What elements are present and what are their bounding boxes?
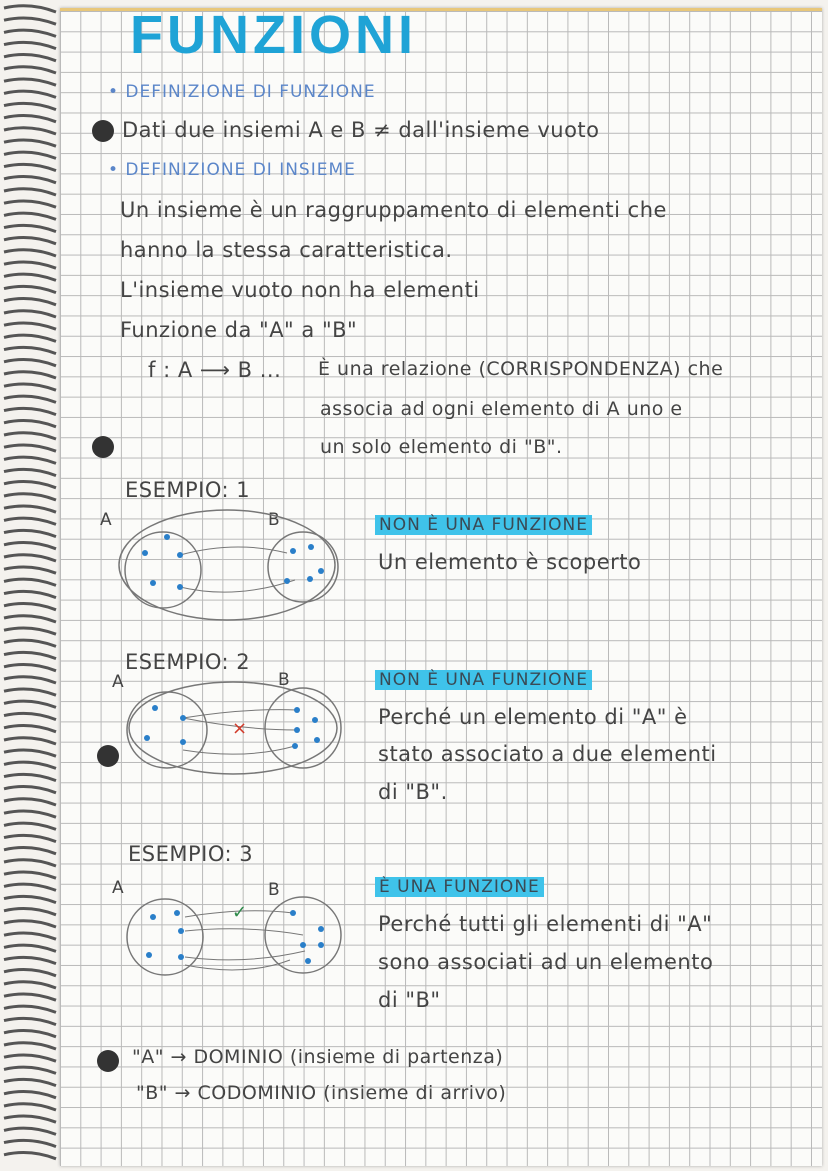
example-2-explanation-2: stato associato a due elementi [378,742,717,766]
spiral-ring [4,957,56,963]
text-set-def-1: Un insieme è un raggruppamento di elementi che [120,198,667,222]
spiral-ring [4,91,56,97]
spiral-ring [4,518,56,524]
spiral-ring [4,238,56,244]
spiral-ring [4,628,56,634]
spiral-ring [4,494,56,500]
text-codomain: "B" → CODOMINIO (insieme di arrivo) [136,1082,507,1104]
spiral-ring [4,994,56,1000]
spiral-ring [4,1055,56,1061]
spiral-ring [4,933,56,939]
heading-set-definition: • DEFINIZIONE DI INSIEME [108,160,356,180]
example-1-diagram [115,505,345,625]
spiral-ring [4,689,56,695]
example-2-label: ESEMPIO: 2 [125,650,251,674]
spiral-ring [4,726,56,732]
text-mapping: f : A ⟶ B ... [148,358,282,382]
spiral-ring [4,384,56,390]
spiral-ring [4,665,56,671]
spiral-ring [4,18,56,24]
example-3-label: ESEMPIO: 3 [128,842,254,866]
spiral-ring [4,713,56,719]
spiral-ring [4,884,56,890]
spiral-ring [4,311,56,317]
spiral-ring [4,408,56,414]
spiral-ring [4,738,56,744]
spiral-ring [4,1067,56,1073]
spiral-ring [4,1128,56,1134]
text-domain: "A" → DOMINIO (insieme di partenza) [132,1046,504,1068]
spiral-ring [4,250,56,256]
spiral-ring [4,42,56,48]
spiral-ring [4,591,56,597]
spiral-ring [4,457,56,463]
spiral-ring [4,347,56,353]
binder-hole [92,120,114,142]
spiral-ring [4,372,56,378]
spiral-ring [4,762,56,768]
example-1-label: ESEMPIO: 1 [125,478,251,502]
text-set-def-2: hanno la stessa caratteristica. [120,238,453,262]
binder-hole [92,436,114,458]
spiral-ring [4,1018,56,1024]
spiral-ring [4,55,56,61]
spiral-ring [4,128,56,134]
spiral-ring [4,225,56,231]
text-empty-set: L'insieme vuoto non ha elementi [120,278,480,302]
cross-mark-icon: × [232,718,248,739]
spiral-ring [4,299,56,305]
spiral-ring [4,1031,56,1037]
spiral-ring [4,811,56,817]
spiral-ring [4,79,56,85]
spiral-ring [4,945,56,951]
spiral-ring [4,1079,56,1085]
example-3-explanation-2: sono associati ad un elemento [378,950,714,974]
example-2-explanation-1: Perché un elemento di "A" è [378,705,688,729]
spiral-ring [4,445,56,451]
spiral-ring [4,1116,56,1122]
spiral-ring [4,530,56,536]
spiral-ring [4,640,56,646]
spiral-ring [4,1043,56,1049]
spiral-ring [4,6,56,12]
spiral-ring [4,567,56,573]
spiral-ring [4,970,56,976]
spiral-ring [4,323,56,329]
text-given-sets: Dati due insiemi A e B ≠ dall'insieme vuoto [122,118,600,142]
spiral-ring [4,189,56,195]
spiral-ring [4,616,56,622]
spiral-ring [4,506,56,512]
spiral-ring [4,421,56,427]
spiral-ring [4,140,56,146]
text-function-def-1: È una relazione (CORRISPONDENZA) che [318,358,724,380]
example-1-explanation: Un elemento è scoperto [378,550,642,574]
spiral-ring [4,1153,56,1159]
spiral-ring [4,67,56,73]
example-1-verdict: NON È UNA FUNZIONE [375,515,592,535]
example-2-set-b: B [278,670,291,690]
text-function-def-3: un solo elemento di "B". [320,436,563,458]
example-3-set-b: B [268,880,281,900]
spiral-ring [4,909,56,915]
text-function-def-2: associa ad ogni elemento di A uno e [320,398,683,420]
notebook-spiral-binding [0,0,64,1171]
spiral-ring [4,213,56,219]
spiral-ring [4,177,56,183]
example-2-verdict: NON È UNA FUNZIONE [375,670,592,690]
spiral-ring [4,396,56,402]
spiral-ring [4,482,56,488]
spiral-ring [4,286,56,292]
spiral-ring [4,921,56,927]
example-3-set-a: A [112,878,125,898]
spiral-ring [4,701,56,707]
spiral-ring [4,848,56,854]
spiral-ring [4,677,56,683]
spiral-ring [4,103,56,109]
example-3-explanation-1: Perché tutti gli elementi di "A" [378,912,713,936]
spiral-ring [4,579,56,585]
example-1-set-b: B [268,510,281,530]
spiral-ring [4,860,56,866]
spiral-ring [4,872,56,878]
example-3-explanation-3: di "B" [378,988,441,1012]
spiral-ring [4,116,56,122]
spiral-ring [4,652,56,658]
page-title: FUNZIONI [130,5,417,65]
binder-hole [97,745,119,767]
spiral-ring [4,1140,56,1146]
check-mark-icon: ✓ [232,902,248,923]
spiral-ring [4,262,56,268]
spiral-ring [4,555,56,561]
spiral-ring [4,1006,56,1012]
spiral-ring [4,360,56,366]
spiral-ring [4,982,56,988]
example-3-verdict: È UNA FUNZIONE [375,877,544,897]
spiral-ring [4,274,56,280]
spiral-ring [4,835,56,841]
spiral-ring [4,750,56,756]
binder-hole [97,1050,119,1072]
spiral-ring [4,433,56,439]
spiral-ring [4,1104,56,1110]
example-2-explanation-3: di "B". [378,780,448,804]
spiral-ring [4,799,56,805]
spiral-ring [4,152,56,158]
spiral-ring [4,1092,56,1098]
spiral-ring [4,164,56,170]
spiral-ring [4,896,56,902]
spiral-ring [4,30,56,36]
spiral-ring [4,787,56,793]
example-1-set-a: A [100,510,113,530]
heading-function-definition: • DEFINIZIONE DI FUNZIONE [108,82,376,102]
spiral-ring [4,604,56,610]
spiral-ring [4,201,56,207]
spiral-ring [4,469,56,475]
spiral-ring [4,335,56,341]
spiral-ring [4,774,56,780]
spiral-ring [4,823,56,829]
text-function-from-to: Funzione da "A" a "B" [120,318,358,342]
example-2-set-a: A [112,672,125,692]
spiral-ring [4,543,56,549]
